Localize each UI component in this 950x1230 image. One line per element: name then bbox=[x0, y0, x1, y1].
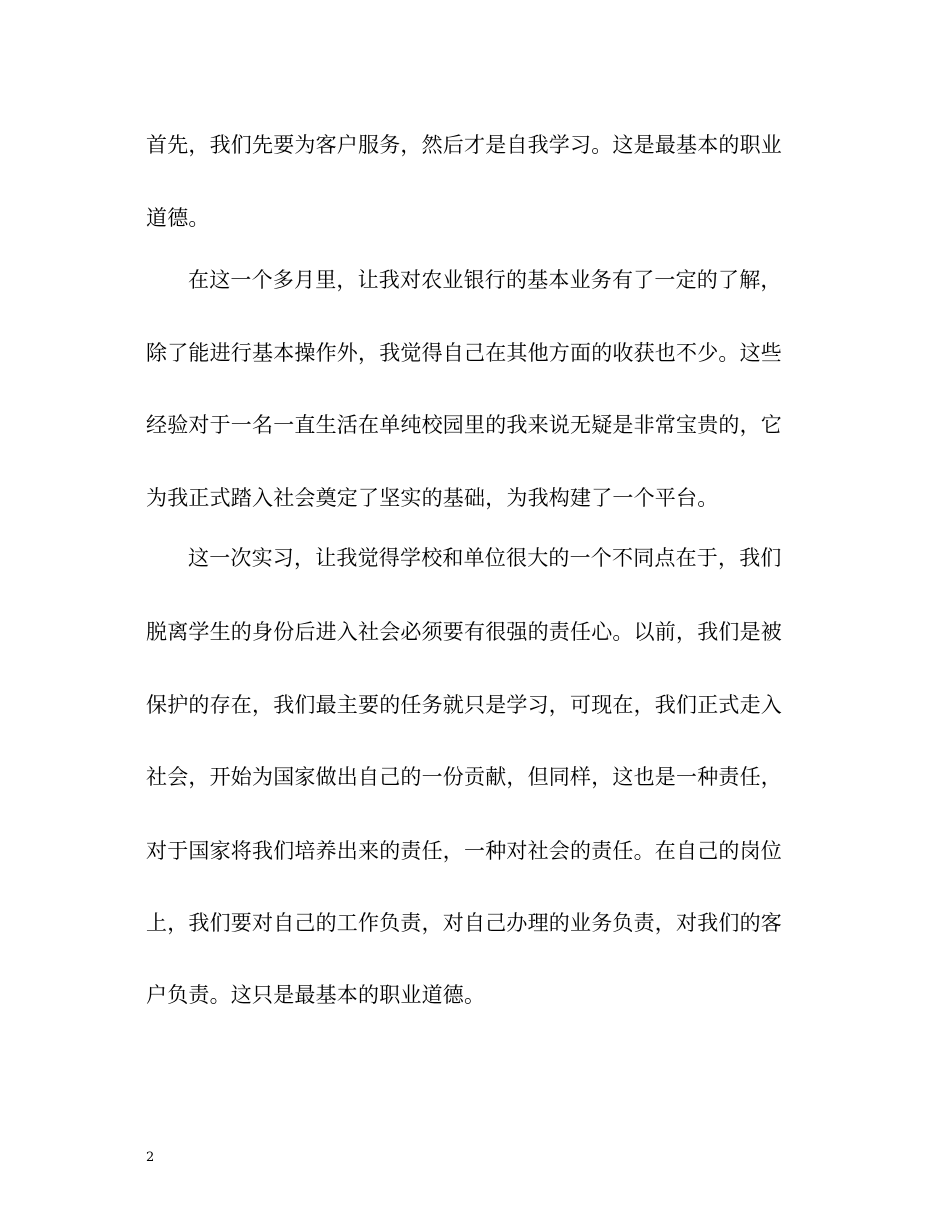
paragraph-2-line-3: 经验对于一名一直生活在单纯校园里的我来说无疑是非常宝贵的，它 bbox=[146, 413, 782, 437]
paragraph-2-line-2: 除了能进行基本操作外，我觉得自己在其他方面的收获也不少。这些 bbox=[146, 341, 782, 365]
paragraph-3-line-5: 对于国家将我们培养出来的责任，一种对社会的责任。在自己的岗位 bbox=[146, 839, 782, 863]
paragraph-2-line-1: 在这一个多月里，让我对农业银行的基本业务有了一定的了解， bbox=[188, 268, 782, 292]
paragraph-3-line-3: 保护的存在，我们最主要的任务就只是学习，可现在，我们正式走入 bbox=[146, 693, 782, 717]
paragraph-3-line-6: 上，我们要对自己的工作负责，对自己办理的业务负责，对我们的客 bbox=[146, 911, 782, 935]
paragraph-1-line-2: 道德。 bbox=[146, 206, 210, 230]
paragraph-3-line-7: 户负责。这只是最基本的职业道德。 bbox=[146, 983, 486, 1007]
paragraph-3-line-2: 脱离学生的身份后进入社会必须要有很强的责任心。以前，我们是被 bbox=[146, 620, 782, 644]
paragraph-3-line-1: 这一次实习，让我觉得学校和单位很大的一个不同点在于，我们 bbox=[188, 546, 782, 570]
paragraph-2-line-4: 为我正式踏入社会奠定了坚实的基础，为我构建了一个平台。 bbox=[146, 486, 719, 510]
paragraph-3-line-4: 社会，开始为国家做出自己的一份贡献，但同样，这也是一种责任， bbox=[146, 765, 782, 789]
page-number: 2 bbox=[146, 1150, 155, 1165]
paragraph-1-line-1: 首先，我们先要为客户服务，然后才是自我学习。这是最基本的职业 bbox=[146, 133, 782, 157]
